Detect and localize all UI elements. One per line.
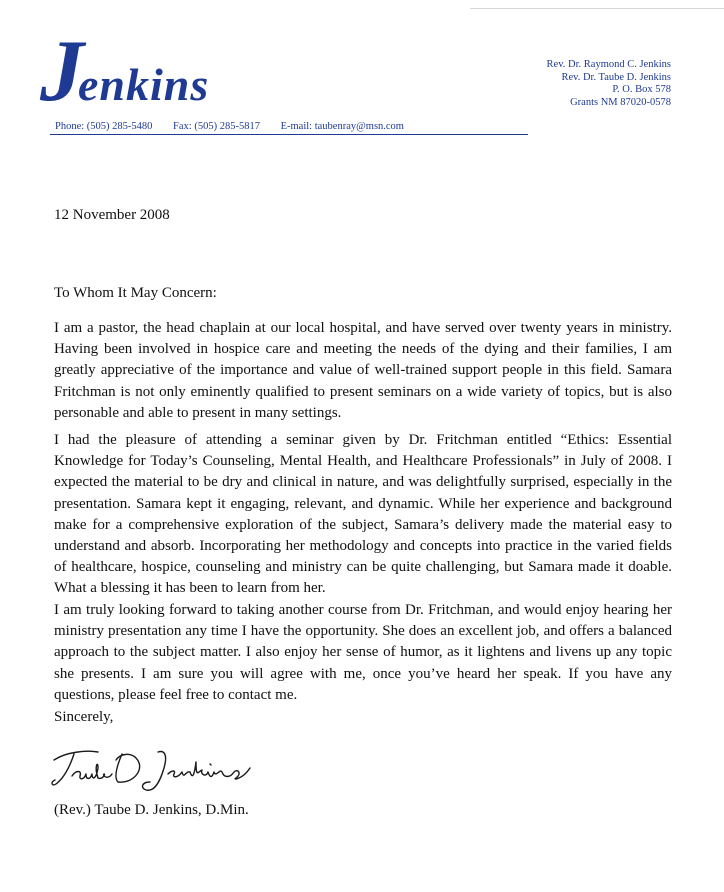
fax-number: Fax: (505) 285-5817: [173, 121, 260, 132]
jenkins-logo: [40, 23, 210, 120]
body-paragraph: I am a pastor, the head chaplain at our local hospital, and have served over twenty years in ministry. Having been involved in hospice care and meeting the needs of the dying and their families, I am greatly appreciative of the importance and value of well-trained support people in this field. Samara Fritchman is not only eminently qualified to present seminars on a wide variety of topics, but is also personable and able to present in many settings.: [54, 320, 672, 421]
scan-edge-line: [470, 8, 724, 9]
address-line: Grants NM 87020-0578: [570, 96, 671, 108]
handwritten-signature: [46, 738, 256, 798]
contact-line: [55, 121, 422, 132]
letter-date: 12 November 2008: [54, 207, 170, 223]
sender-address: [547, 59, 671, 109]
address-line: Rev. Dr. Taube D. Jenkins: [561, 71, 671, 83]
salutation: To Whom It May Concern:: [54, 285, 217, 301]
letterhead-rule: [50, 134, 528, 135]
address-line: Rev. Dr. Raymond C. Jenkins: [546, 59, 671, 70]
body-paragraph: I had the pleasure of attending a seminar given by Dr. Fritchman entitled “Ethics: Essential Knowledge for Today’s Counseling, Mental Health, and Healthcare Professionals” in July of 2008. I expected the material to be dry and clinical in nature, and was delightfully surprised, especially in the presentation. Samara kept it engaging, relevant, and dynamic. While her experience and background make for a comprehensive exploration of the subject, Samara’s delivery made the material easy to understand and absorb. Incorporating her methodology and concepts into practice in the varied fields of healthcare, hospice, counseling and ministry can be quite challenging, but Samara made it doable. What a blessing it has been to learn from her.: [54, 432, 672, 597]
email-address: E-mail: taubenray@msn.com: [280, 121, 404, 132]
address-line: P. O. Box 578: [612, 84, 671, 95]
logo-text: enkins: [78, 59, 210, 110]
closing: Sincerely,: [54, 709, 114, 725]
logo-initial: J: [40, 23, 82, 120]
phone-number: Phone: (505) 285-5480: [55, 121, 153, 132]
signer-name: (Rev.) Taube D. Jenkins, D.Min.: [54, 802, 249, 818]
body-paragraph: I am truly looking forward to taking another course from Dr. Fritchman, and would enjoy hearing her ministry presentation any time I have the opportunity. She does an excellent job, and offers a balanced approach to the subject matter. I also enjoy her sense of humor, as it lightens and livens up any topic she presents. I am sure you will agree with me, once you’ve heard her speak. If you have any questions, please feel free to contact me.: [54, 602, 672, 703]
